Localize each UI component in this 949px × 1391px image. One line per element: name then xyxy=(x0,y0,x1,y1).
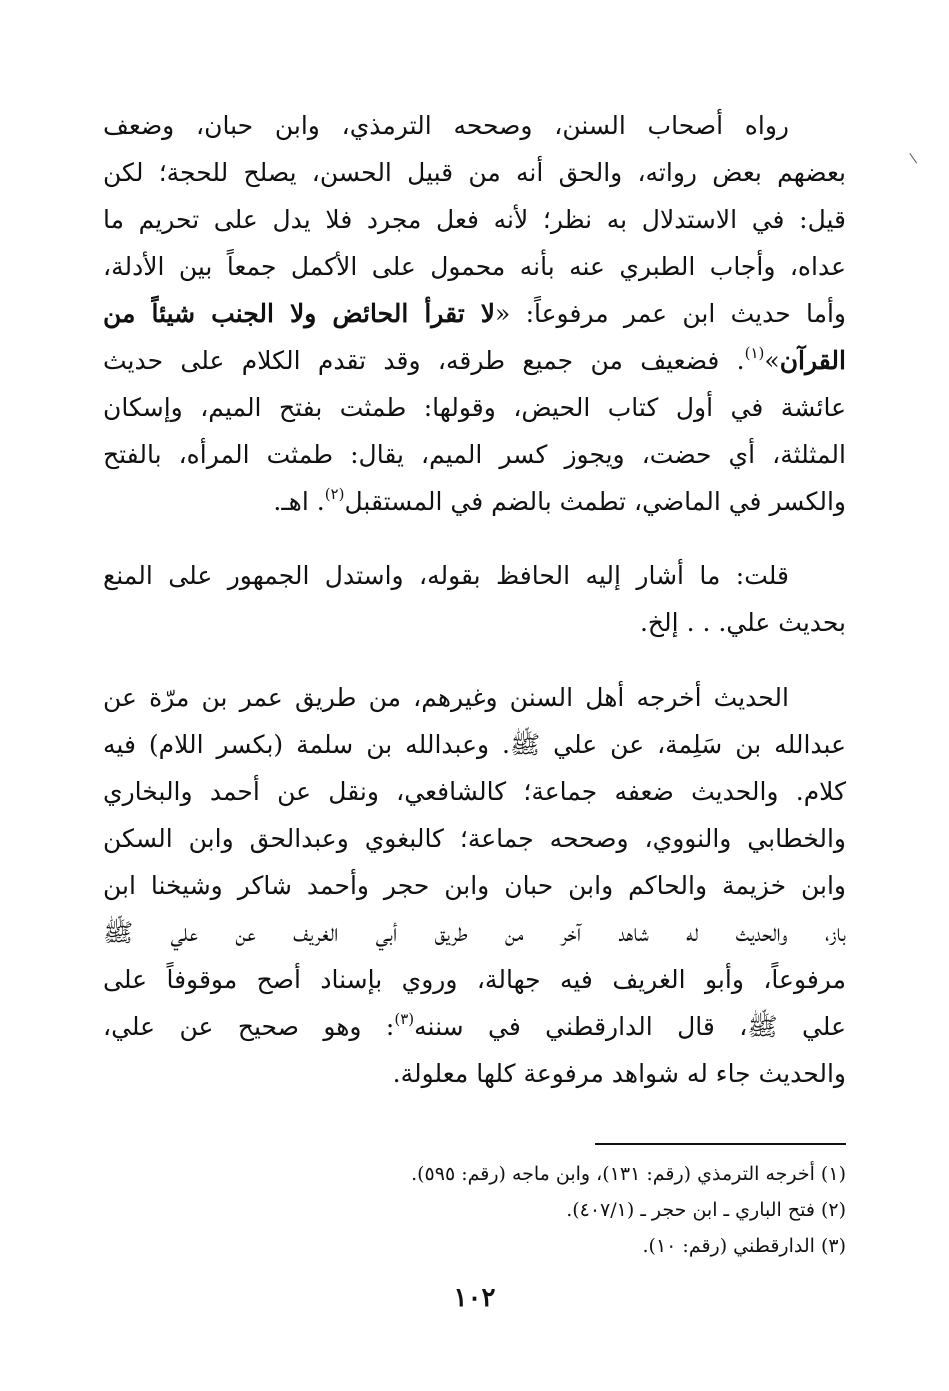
text-line: عائشة في أول كتاب الحيض، وقولها: طمثت بفتح الميم، وإسكان xyxy=(103,393,846,422)
footnotes xyxy=(103,1156,846,1264)
page-body xyxy=(103,102,846,1097)
text-line-hadith-start xyxy=(103,290,846,337)
hadith-quote-end: القرآن xyxy=(779,346,846,375)
paragraph-2 xyxy=(103,552,846,646)
text-line-last xyxy=(103,478,846,525)
footnote-1: (١) أخرجه الترمذي (رقم: ١٣١)، وابن ماجه (رقم: ٥٩٥). xyxy=(411,1163,846,1185)
margin-pencil-mark xyxy=(909,149,923,164)
text-line: الحديث أخرجه أهل السنن وغيرهم، من طريق عمر بن مرّة عن xyxy=(103,683,789,712)
text-run: والكسر في الماضي، تطمث بالضم في المستقبل xyxy=(344,487,846,516)
quote-close: » xyxy=(764,346,780,375)
text-line: عداه، وأجاب الطبري عنه بأنه محمول على الأكمل جمعاً بين الأدلة، xyxy=(103,252,846,281)
text-run: . اهـ. xyxy=(273,487,325,516)
text-line-hadith-end xyxy=(103,337,846,384)
footnote-ref-3: (٣) xyxy=(394,1010,415,1028)
text-line: والخطابي والنووي، وصححه جماعة؛ كالبغوي وعبدالحق وابن السكن xyxy=(103,824,846,853)
footnote-separator xyxy=(595,1143,846,1145)
text-line: عبدالله بن سَلِمة، عن علي ﷺ. وعبدالله بن سلمة (بكسر اللام) فيه xyxy=(103,730,846,759)
text-run: وأما حديث ابن عمر مرفوعاً: « xyxy=(495,299,846,328)
text-line: باز، والحديث له شاهد آخر من طريق أبي الغريف عن علي ﷺ xyxy=(103,918,846,947)
text-line: كلام. والحديث ضعفه جماعة؛ كالشافعي، ونقل عن أحمد والبخاري xyxy=(103,777,846,806)
paragraph-3 xyxy=(103,674,846,1097)
text-line-last: بحديث علي. . . إلخ. xyxy=(639,608,846,637)
text-line: وابن خزيمة والحاكم وابن حبان وابن حجر وأحمد شاكر وشيخنا ابن xyxy=(103,871,846,900)
text-line: بعضهم بعض رواته، والحق أنه من قبيل الحسن، يصلح للحجة؛ لكن xyxy=(103,158,846,187)
footnote-2: (٢) فتح الباري ـ ابن حجر ـ (٤٠٧/١). xyxy=(566,1199,846,1221)
text-line: مرفوعاً، وأبو الغريف فيه جهالة، وروي بإسناد أصح موقوفاً على xyxy=(103,965,846,994)
text-run: : وهو صحيح عن علي، xyxy=(103,1012,395,1041)
hadith-quote: لا تقرأ الحائض ولا الجنب شيئاً من xyxy=(103,299,496,328)
text-line: قلت: ما أشار إليه الحافظ بقوله، واستدل الجمهور على المنع xyxy=(103,561,789,590)
footnote-ref-2: (٢) xyxy=(324,485,345,503)
footnote-ref-1: (١) xyxy=(744,344,765,362)
paragraph-1 xyxy=(103,102,846,525)
text-run: . فضعيف من جميع طرقه، وقد تقدم الكلام على حديث xyxy=(103,346,745,375)
text-line: قيل: في الاستدلال به نظر؛ لأنه فعل مجرد فلا يدل على تحريم ما xyxy=(103,205,846,234)
text-line-last: والحديث جاء له شواهد مرفوعة كلها معلولة. xyxy=(392,1059,846,1088)
text-run: علي ﷺ، قال الدارقطني في سننه xyxy=(414,1012,846,1041)
page-number: ١٠٢ xyxy=(453,1283,496,1313)
text-line: المثلثة، أي حضت، ويجوز كسر الميم، يقال: طمثت المرأه، بالفتح xyxy=(103,440,846,469)
footnote-3: (٣) الدارقطني (رقم: ١٠). xyxy=(642,1235,846,1257)
text-line-with-footnote xyxy=(103,1003,846,1050)
text-line: رواه أصحاب السنن، وصححه الترمذي، وابن حبان، وضعف xyxy=(103,111,789,140)
